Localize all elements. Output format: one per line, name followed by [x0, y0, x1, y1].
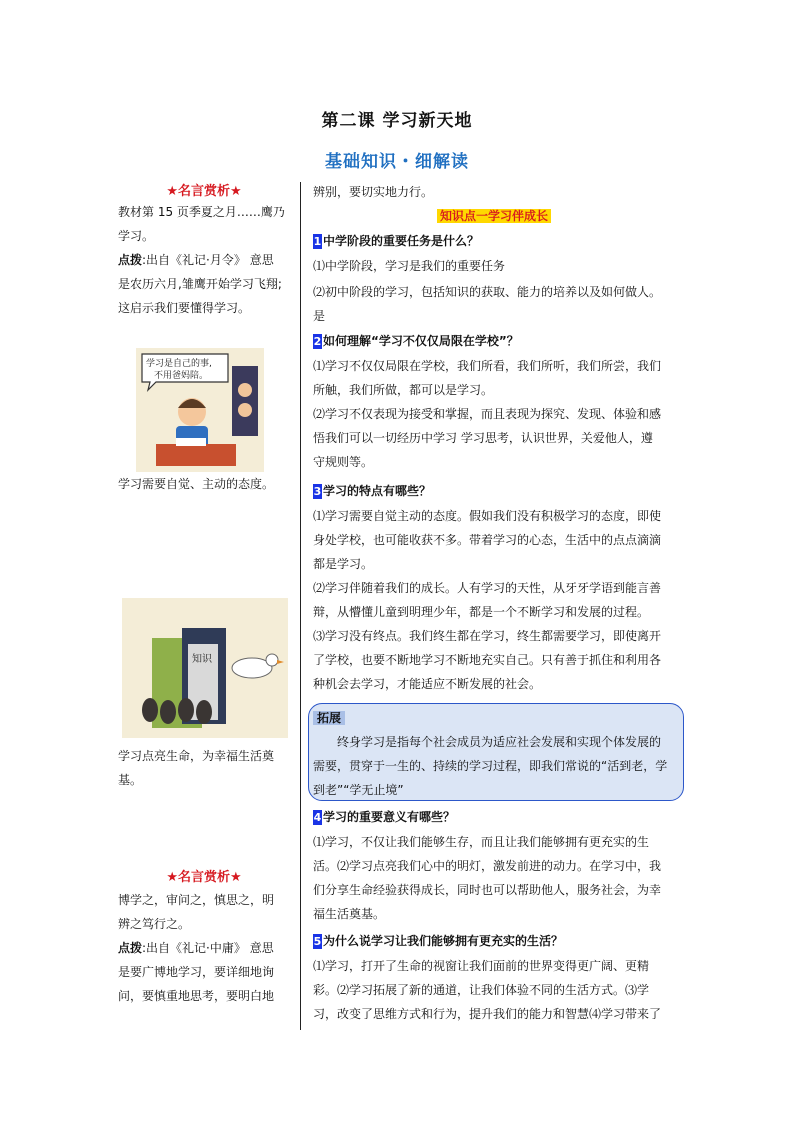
tip-text: :出自《礼记·中庸》 意思 [142, 941, 274, 955]
answer-line: 身处学校，也可能收获不多。带着学习的心态，生活中的点点滴滴 [313, 533, 662, 547]
svg-text:学习是自己的事,: 学习是自己的事, [146, 359, 212, 369]
page-title: 第二课 学习新天地 [321, 111, 473, 131]
quote-heading-1: ★名言赏析★ [166, 184, 242, 199]
continued-line: 辨别，要切实地力行。 [313, 185, 434, 199]
question-number: 2 [313, 335, 322, 348]
quote-line: 辨之笃行之。 [118, 917, 191, 931]
tip-label: 点拨 [118, 253, 143, 267]
answer-line: 了学校，也要不断地学习不断地充实自己。只有善于抓住和利用各 [313, 653, 662, 667]
extension-line: 需要，贯穿于一生的、持续的学习过程，即我们常说的“活到老，学 [313, 759, 668, 773]
question-number: 5 [313, 935, 322, 948]
question-1 [313, 228, 683, 254]
illustration-caption-1: 学习需要自觉、主动的态度。 [118, 477, 275, 491]
quote-line: 学习。 [118, 229, 155, 243]
answer-line: ⑴学习需要自觉主动的态度。假如我们没有积极学习的态度，即使 [313, 509, 662, 523]
answer-line: ⑴中学阶段，学习是我们的重要任务 [313, 259, 506, 273]
answer-line: 们分享生命经验获得成长，同时也可以帮助他人，服务社会，为幸 [313, 883, 662, 897]
answer-line: 是 [313, 309, 326, 323]
question-text: 学习的特点有哪些？ [323, 484, 432, 498]
question-number: 3 [313, 485, 322, 498]
answer-line: 福生活奠基。 [313, 907, 386, 921]
question-number: 4 [313, 811, 322, 824]
answer-line: ⑵学习伴随着我们的成长。人有学习的天性，从牙牙学语到能言善 [313, 581, 662, 595]
ducks-book-illustration [122, 598, 288, 738]
answer-line: ⑴学习，打开了生命的视窗让我们面前的世界变得更广阔、更精 [313, 959, 650, 973]
extension-line: 终身学习是指每个社会成员为适应社会发展和实现个体发展的 [337, 735, 662, 749]
extension-content [313, 706, 679, 802]
boy-studying-illustration [136, 348, 264, 472]
tip-line: 是要广博地学习，要详细地询 [118, 965, 275, 979]
illustration-caption-2 [118, 744, 298, 792]
quote-heading-2: ★名言赏析★ [166, 870, 242, 885]
question-block-4 [313, 804, 683, 926]
question-block-5 [313, 928, 683, 1026]
extension-line: 到老”“学无止境” [313, 783, 404, 797]
knowledge-point-label: 知识点一学习伴成长 [437, 209, 551, 223]
caption-line: 学习点亮生命，为幸福生活奠 [118, 749, 275, 763]
question-block-2 [313, 328, 683, 474]
tip-line: 是农历六月,雏鹰开始学习飞翔; [118, 277, 282, 291]
answer-line: 守规则等。 [313, 455, 374, 469]
knowledge-point-row [0, 204, 794, 228]
answer-line: 习，改变了思维方式和行为，提升我们的能力和智慧⑷学习带来了 [313, 1007, 662, 1021]
question-3 [313, 478, 683, 504]
svg-text:不用爸妈陪。: 不用爸妈陪。 [154, 371, 209, 381]
question-number: 1 [313, 235, 322, 248]
quote-line: 博学之，审问之，慎思之，明 [118, 893, 275, 907]
tip-line: 问，要慎重地思考，要明白地 [118, 989, 275, 1003]
question-text: 为什么说学习让我们能够拥有更充实的生活？ [323, 934, 564, 948]
caption-line: 基。 [118, 773, 143, 787]
tip-line [118, 248, 298, 272]
question-2 [313, 328, 683, 354]
answer-line: ⑵学习不仅表现为接受和掌握，而且表现为探究、发现、体验和感 [313, 407, 662, 421]
question-block-3 [313, 478, 683, 696]
quote-line: 教材第 15 页季夏之月……鹰乃 [118, 205, 285, 219]
answer-line: 都是学习。 [313, 557, 374, 571]
answer-line: 种机会去学习，才能适应不断发展的社会。 [313, 677, 542, 691]
quote-text-2 [118, 888, 298, 1008]
question-4 [313, 804, 683, 830]
answer-line: 活。⑵学习点亮我们心中的明灯，激发前进的动力。在学习中，我 [313, 859, 662, 873]
question-text: 如何理解“学习不仅仅局限在学校”？ [323, 334, 519, 348]
answer-line: ⑴学习，不仅让我们能够生存，而且让我们能够拥有更充实的生 [313, 835, 650, 849]
answer-line: 辩，从懵懂儿童到明理少年，都是一个不断学习和发展的过程。 [313, 605, 650, 619]
tip-line: 这启示我们要懂得学习。 [118, 301, 251, 315]
tip-line [118, 936, 298, 960]
section-heading: 基础知识・细解读 [325, 152, 469, 172]
column-divider [300, 182, 301, 1030]
question-text: 中学阶段的重要任务是什么？ [323, 234, 480, 248]
question-text: 学习的重要意义有哪些？ [323, 810, 456, 824]
answer-line: 所触，我们所做，都可以是学习。 [313, 383, 494, 397]
answer-line: 彩。⑵学习拓展了新的通道，让我们体验不同的生活方式。⑶学 [313, 983, 650, 997]
answer-line: ⑶学习没有终点。我们终生都在学习，终生都需要学习，即使离开 [313, 629, 662, 643]
answer-line: ⑴学习不仅仅局限在学校，我们所看，我们所听，我们所尝，我们 [313, 359, 662, 373]
answer-line: ⑵初中阶段的学习，包括知识的获取、能力的培养以及如何做人。 [313, 285, 662, 299]
tip-label: 点拨 [118, 941, 143, 955]
question-block-1 [313, 228, 683, 328]
question-5 [313, 928, 683, 954]
svg-text:知识: 知识 [192, 654, 212, 665]
answer-line: 悟我们可以一切经历中学习 学习思考，认识世界，关爱他人，遵 [313, 431, 653, 445]
extension-label: 拓展 [313, 711, 345, 725]
tip-text: :出自《礼记·月令》 意思 [142, 253, 274, 267]
